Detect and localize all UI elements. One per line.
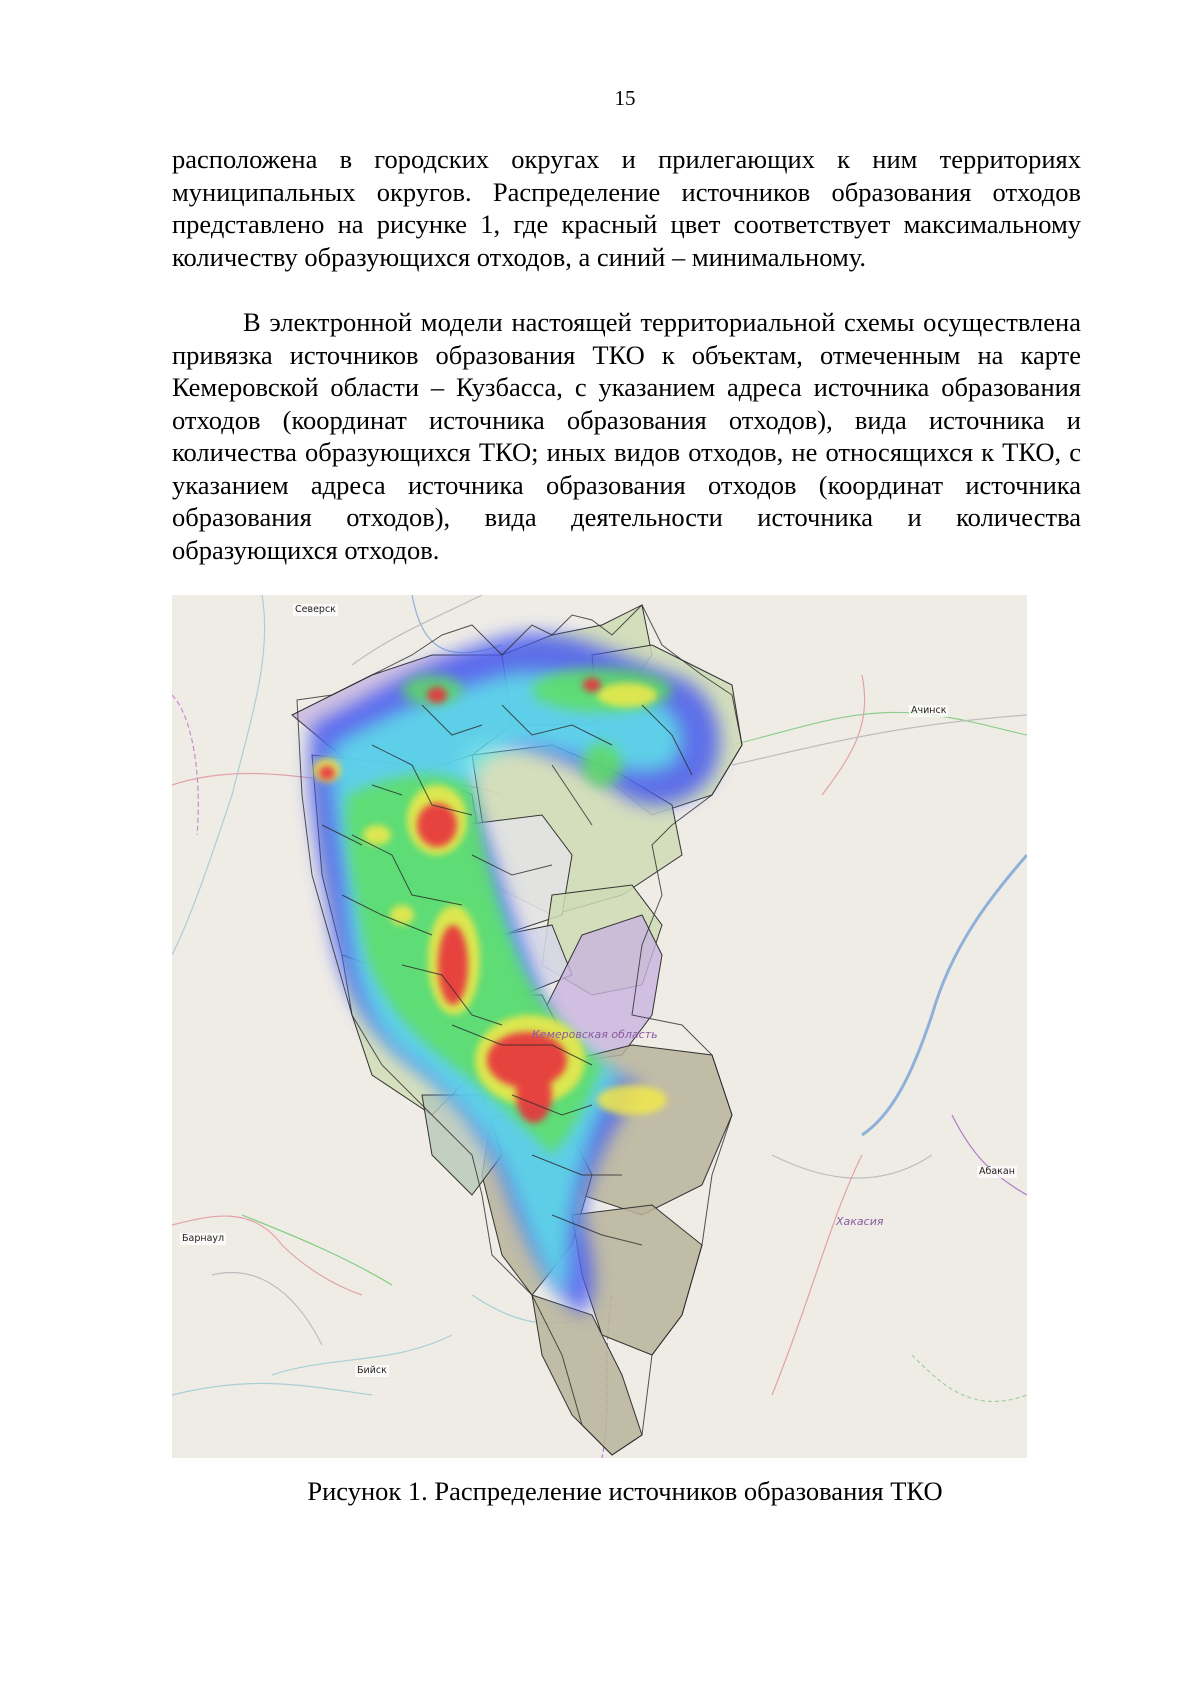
map-graphic [172,595,1027,1458]
paragraph-1-text: расположена в городских округах и прилегающих к ним территориях муниципальных округов. Распределение источников образования отходов представлено на рисунке 1, где красный цвет соответствует максимальному количеству образующихся отходов, а синий – минимальному. [172,144,1081,272]
paragraph-1 [172,143,1081,273]
figure-caption: Рисунок 1. Распределение источников образования ТКО [307,1476,943,1506]
city-label-achinsk: Ачинск [911,705,947,716]
page-number: 15 [614,86,636,110]
region-label-kemerovo: Кемеровская область [532,1028,658,1041]
city-label-abakan: Абакан [979,1166,1015,1177]
paragraph-2-text: В электронной модели настоящей территориальной схемы осуществлена привязка источников образования ТКО к объектам, отмеченным на карте Кемеровской области – Кузбасса, с указанием адреса источника образования отходов (координат источника образования отходов), вида источника и количества образующихся ТКО; иных видов отходов, не относящихся к ТКО, с указанием адреса источника образования отходов (координат источника образования отходов), вида деятельности источника и количества образующихся отходов. [172,307,1081,565]
heatmap-figure [172,595,1027,1458]
city-label-seversk: Северск [295,604,336,615]
region-label-khakassia: Хакасия [836,1215,884,1228]
city-label-barnaul: Барнаул [182,1233,225,1244]
city-label-biysk: Бийск [357,1365,387,1376]
paragraph-2 [172,306,1081,566]
